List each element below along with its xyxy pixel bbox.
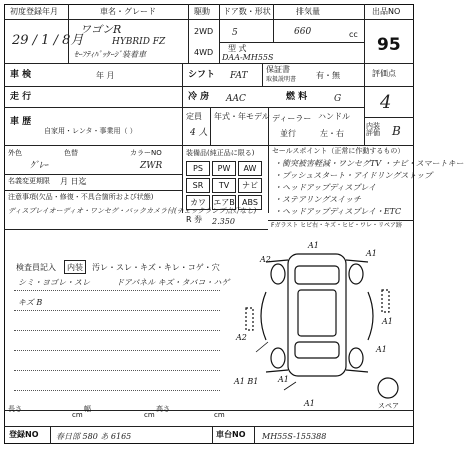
dealer-sub: 並行	[280, 129, 296, 138]
equipment-item: エアB	[212, 195, 236, 210]
equipment-title: 装備品(純正品に限る)	[186, 149, 255, 157]
length-label: 長さ	[8, 405, 22, 413]
drive-4wd: 4WD	[194, 48, 214, 57]
color-no-label: 色替	[64, 149, 78, 157]
door-label: ドア数・形状	[223, 7, 271, 16]
equip-right-border	[268, 145, 269, 213]
mark-left: A2	[236, 333, 247, 342]
car-damage-diagram	[226, 232, 412, 410]
glass-note: Fガラスト ヒビ右・キズ・ヒビ・ワレ・リペア跡	[271, 222, 402, 229]
equipment-item: カワ	[186, 195, 210, 210]
reg-divider	[50, 426, 51, 444]
wheel-rear-left	[271, 348, 285, 368]
bumper-lines	[266, 260, 368, 372]
car-roof	[298, 290, 336, 336]
sales-line-4: ・ステアリングスイッチ	[274, 195, 361, 204]
reg-no-label: 登録NO	[9, 430, 39, 439]
col-divider-2	[188, 4, 189, 63]
height-label: 高さ	[156, 405, 170, 413]
notes-title: 注意事項(欠品・修復・不具合箇所および状態)	[8, 193, 154, 201]
first-reg-value: 29 / 1 / 8月	[12, 33, 84, 48]
shift-value: FAT	[230, 71, 248, 81]
inspector-line-1: シミ・ヨゴレ・スレ	[18, 278, 90, 287]
score-divider	[364, 63, 365, 145]
lot-label: 出品NO	[372, 7, 401, 16]
equipment-item: ナビ	[238, 178, 262, 193]
displacement-label: 排気量	[296, 7, 320, 16]
footer-top	[4, 410, 414, 411]
chassis-no-value: MH55S-155388	[262, 432, 327, 441]
mark-front-left: A2	[260, 255, 271, 264]
height-unit: cm	[214, 411, 225, 419]
mark-rear: A1	[278, 375, 289, 384]
score-value: 4	[380, 92, 392, 113]
warranty-label: 保証書	[266, 65, 290, 74]
aircon-value: AAC	[226, 94, 246, 104]
color-label: 外色	[8, 149, 22, 157]
mark-right: A1	[382, 317, 393, 326]
color-code-value: ZWR	[140, 161, 163, 171]
capacity-label: 定員	[186, 112, 202, 121]
name-value: ワゴンR	[80, 23, 122, 36]
model-value: DAA-MH55S	[222, 53, 274, 62]
change-value: 月 日迄	[60, 177, 87, 186]
interior-label: 内装評価	[366, 122, 380, 137]
year-model-label: 年式・年モデル	[214, 112, 270, 121]
inspector-rule-2	[14, 310, 220, 311]
year-divider	[268, 107, 269, 145]
notes-bottom	[4, 229, 182, 230]
mark-front: A1	[308, 241, 319, 250]
sales-point-title: セールスポイント（正常に作動するもの）	[272, 147, 405, 155]
model-divider	[219, 42, 364, 43]
pointer-lines	[256, 342, 296, 390]
color-row-bottom	[4, 174, 182, 175]
col-divider-3	[219, 4, 220, 63]
handle-label: ハンドル	[318, 112, 350, 121]
color-value: ｸﾞﾚｰ	[30, 161, 49, 171]
grade-extra: ｾｰﾌﾃｨﾊﾟｯｹｰｼﾞ装着車	[74, 50, 146, 59]
inspector-rule-4	[14, 350, 220, 351]
first-reg-label: 初度登録年月	[10, 7, 58, 16]
mark-rear-left: A1 B1	[234, 377, 259, 386]
equipment-item: PW	[212, 161, 236, 176]
front-windshield	[295, 266, 339, 284]
sales-line-1: ・衝突被害軽減・ワンセグTV ・ナビ・スマートキー	[274, 159, 464, 168]
spare-label: スペア	[378, 402, 399, 410]
damage-box-right	[382, 290, 389, 312]
interior-defects: 汚レ・スレ・キズ・キレ・コゲ・穴	[92, 263, 220, 272]
mark-bottom: A1	[304, 399, 315, 408]
capacity-divider	[210, 107, 211, 145]
side-panels	[261, 292, 373, 340]
color-code-label: カラーNO	[130, 149, 162, 157]
displacement-value: 660	[294, 27, 312, 37]
lot-value: 95	[377, 35, 401, 55]
grade-value: HYBRID FZ	[112, 37, 166, 47]
col-divider-5	[364, 4, 365, 63]
interior-tag: 内装	[64, 260, 86, 274]
equipment-item: PS	[186, 161, 210, 176]
equipment-item: ABS	[238, 195, 262, 210]
row1-bottom	[4, 86, 414, 87]
rear-windshield	[295, 342, 339, 358]
footer-mid	[4, 426, 414, 427]
r-label: R 券	[186, 215, 203, 224]
reg-no-value: 春日部 580 あ 6165	[56, 432, 132, 441]
wheel-front-left	[271, 264, 285, 284]
row3-bottom	[4, 145, 414, 146]
equipment-item: AW	[238, 161, 262, 176]
displacement-unit: cc	[349, 30, 358, 39]
history-value: 自家用・レンタ・事業用（ ）	[44, 127, 137, 135]
inspector-line-2: ドアパネル キズ・タバコ・ハゲ	[116, 278, 230, 287]
handle-value: 左・右	[320, 129, 344, 138]
notes-text: ディスプレイオーディオ・ワンセグ・バックカメラ付(チェックランプ点灯なし)	[8, 207, 257, 215]
warranty-sub: 取扱説明書	[266, 76, 297, 83]
change-label: 名義変更期限	[8, 177, 50, 185]
inspector-rule-6	[14, 390, 220, 391]
spare-tire-icon	[378, 378, 398, 398]
inspector-line-3: キズ B	[18, 298, 43, 307]
door-value: 5	[232, 28, 238, 38]
mileage-label: 走 行	[10, 92, 32, 102]
chassis-left-divider	[212, 426, 213, 444]
history-label: 車 歴	[10, 117, 32, 127]
shift-label: シフト	[188, 70, 216, 80]
equipment-bottom	[182, 229, 268, 230]
sales-line-3: ・ヘッドアップディスプレイ	[274, 183, 376, 192]
inspector-rule-1	[14, 290, 220, 291]
wheel-rear-right	[349, 348, 363, 368]
width-label: 幅	[84, 405, 91, 413]
name-grade-label: 車名・グレード	[100, 7, 156, 16]
header-divider	[4, 19, 414, 20]
aircon-label: 冷 房	[188, 92, 210, 102]
inspection-value: 年 月	[96, 71, 115, 80]
chassis-divider	[254, 426, 255, 444]
fuel-value: G	[334, 94, 342, 104]
inspector-rule-3	[14, 330, 220, 331]
interior-score-top	[364, 117, 414, 118]
inspector-rule-5	[14, 370, 220, 371]
capacity-value: 4 人	[190, 128, 208, 138]
sales-bottom	[268, 220, 414, 221]
change-row-bottom	[4, 190, 182, 191]
chassis-no-label: 車台NO	[216, 430, 246, 439]
model-label: 型 式	[228, 44, 247, 53]
mark-front-right: A1	[366, 249, 377, 258]
fuel-label: 燃 料	[286, 92, 308, 102]
inspector-title: 検査員記入	[16, 263, 56, 272]
wheel-front-right	[349, 264, 363, 284]
sales-line-2: ・プッシュスタート・アイドリングストップ	[274, 171, 433, 180]
equipment-item: SR	[186, 178, 210, 193]
shift-divider	[262, 63, 263, 86]
equipment-item: TV	[212, 178, 236, 193]
header-bottom	[4, 63, 414, 64]
inspection-label: 車 検	[10, 70, 32, 80]
dealer-label: ディーラー	[272, 114, 312, 123]
sales-line-5: ・ヘッドアップディスプレイ・ETC	[274, 207, 402, 216]
drive-label: 駆動	[194, 7, 210, 16]
drive-2wd: 2WD	[194, 27, 214, 36]
col-divider-4	[273, 4, 274, 42]
equip-left-border	[182, 145, 183, 213]
length-unit: cm	[72, 411, 83, 419]
mid-divider	[182, 63, 183, 145]
damage-box-left	[246, 308, 253, 330]
mark-rear-right: A1	[376, 345, 387, 354]
score-label: 評価点	[372, 69, 396, 78]
interior-value: B	[392, 124, 401, 138]
row2-bottom	[4, 107, 364, 108]
width-unit: cm	[144, 411, 155, 419]
warranty-value: 有・無	[316, 71, 340, 80]
r-value: 2.350	[212, 217, 235, 226]
